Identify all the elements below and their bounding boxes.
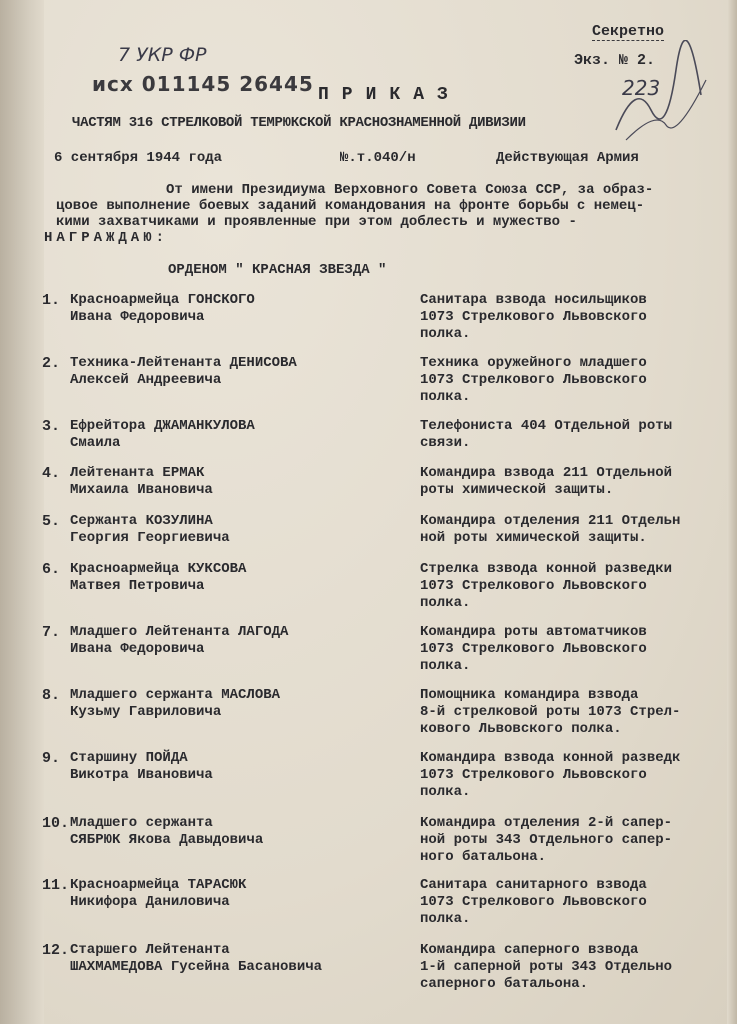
awardee-position: Стрелка взвода конной разведки 1073 Стрелкового Львовского полка. <box>420 561 673 611</box>
awardee-number: 6. <box>42 561 61 578</box>
awardee-position: Командира роты автоматчиков 1073 Стрелкового Львовского полка. <box>420 624 647 674</box>
copy-number: Экз. № 2. <box>574 52 656 69</box>
awardee-position: Командира саперного взвода 1-й саперной роты 343 Отдельно саперного батальона. <box>420 942 673 992</box>
awardee-number: 5. <box>42 513 61 530</box>
awardee-number: 10. <box>42 815 70 832</box>
awardee-name: Старшего Лейтенанта ШАХМАМЕДОВА Гусейна Басановича <box>70 942 323 975</box>
awardee-position: Санитара санитарного взвода 1073 Стрелкового Львовского полка. <box>420 877 647 927</box>
preamble-line-2: цовое выполнение боевых заданий командования на фронте борьбы с немец- <box>56 198 645 214</box>
awardee-name: Младшего Лейтенанта ЛАГОДА Ивана Федоровича <box>70 624 289 657</box>
order-date: 6 сентября 1944 года <box>54 150 223 166</box>
award-heading: ОРДЕНОМ " КРАСНАЯ ЗВЕЗДА " <box>168 262 387 278</box>
handwritten-reference: 7 УКР ФР <box>118 44 207 66</box>
awardee-name: Лейтенанта ЕРМАК Михаила Ивановича <box>70 465 213 498</box>
document-title: ПРИКАЗ <box>318 85 461 105</box>
award-verb: НАГРАЖДАЮ: <box>44 230 169 246</box>
preamble-line-1: От имени Президиума Верховного Совета Союза ССР, за образ- <box>166 182 654 198</box>
awardee-number: 12. <box>42 942 70 959</box>
awardee-position: Телефониста 404 Отдельной роты связи. <box>420 418 673 451</box>
awardee-position: Командира взвода конной разведк 1073 Стрелкового Львовского полка. <box>420 750 681 800</box>
awardee-name: Красноармейца ТАРАСЮК Никифора Даниловича <box>70 877 247 910</box>
awardee-position: Санитара взвода носильщиков 1073 Стрелкового Львовского полка. <box>420 292 647 342</box>
handwritten-number: 223 <box>622 76 661 100</box>
awardee-name: Ефрейтора ДЖАМАНКУЛОВА Смаила <box>70 418 255 451</box>
archive-number-stamp: исх 011145 26445 <box>92 72 314 96</box>
awardee-number: 7. <box>42 624 61 641</box>
location: Действующая Армия <box>496 150 639 166</box>
awardee-number: 8. <box>42 687 61 704</box>
awardee-number: 3. <box>42 418 61 435</box>
secrecy-label: Секретно <box>592 23 665 40</box>
awardee-position: Техника оружейного младшего 1073 Стрелкового Львовского полка. <box>420 355 647 405</box>
awardee-name: Младшего сержанта МАСЛОВА Кузьму Гавриловича <box>70 687 281 720</box>
order-number: №.т.040/н <box>340 150 416 166</box>
awardee-name: Сержанта КОЗУЛИНА Георгия Георгиевича <box>70 513 230 546</box>
awardee-number: 1. <box>42 292 61 309</box>
awardee-name: Техника-Лейтенанта ДЕНИСОВА Алексей Андреевича <box>70 355 297 388</box>
awardee-name: Младшего сержанта СЯБРЮК Якова Давыдовича <box>70 815 264 848</box>
preamble-line-3: кими захватчиками и проявленные при этом доблесть и мужество - <box>56 214 577 230</box>
awardee-number: 9. <box>42 750 61 767</box>
awardee-number: 4. <box>42 465 61 482</box>
awardee-position: Командира взвода 211 Отдельной роты химической защиты. <box>420 465 673 498</box>
awardee-position: Командира отделения 211 Отдельн ной роты химической защиты. <box>420 513 681 546</box>
awardee-name: Красноармейца КУКСОВА Матвея Петровича <box>70 561 247 594</box>
awardee-number: 2. <box>42 355 61 372</box>
awardee-position: Командира отделения 2-й сапер- ной роты 343 Отдельного сапер- ного батальона. <box>420 815 673 865</box>
signature-scribble <box>606 40 716 150</box>
awardee-name: Старшину ПОЙДА Викотра Ивановича <box>70 750 213 783</box>
document-subtitle: ЧАСТЯМ 316 СТРЕЛКОВОЙ ТЕМРЮКСКОЙ КРАСНОЗНАМЕННОЙ ДИВИЗИИ <box>72 115 526 131</box>
awardee-position: Помощника командира взвода 8-й стрелковой роты 1073 Стрел- кового Львовского полка. <box>420 687 681 737</box>
paper-edge-right <box>727 0 737 1024</box>
awardee-name: Красноармейца ГОНСКОГО Ивана Федоровича <box>70 292 255 325</box>
paper-edge-left <box>0 0 44 1024</box>
awardee-number: 11. <box>42 877 70 894</box>
